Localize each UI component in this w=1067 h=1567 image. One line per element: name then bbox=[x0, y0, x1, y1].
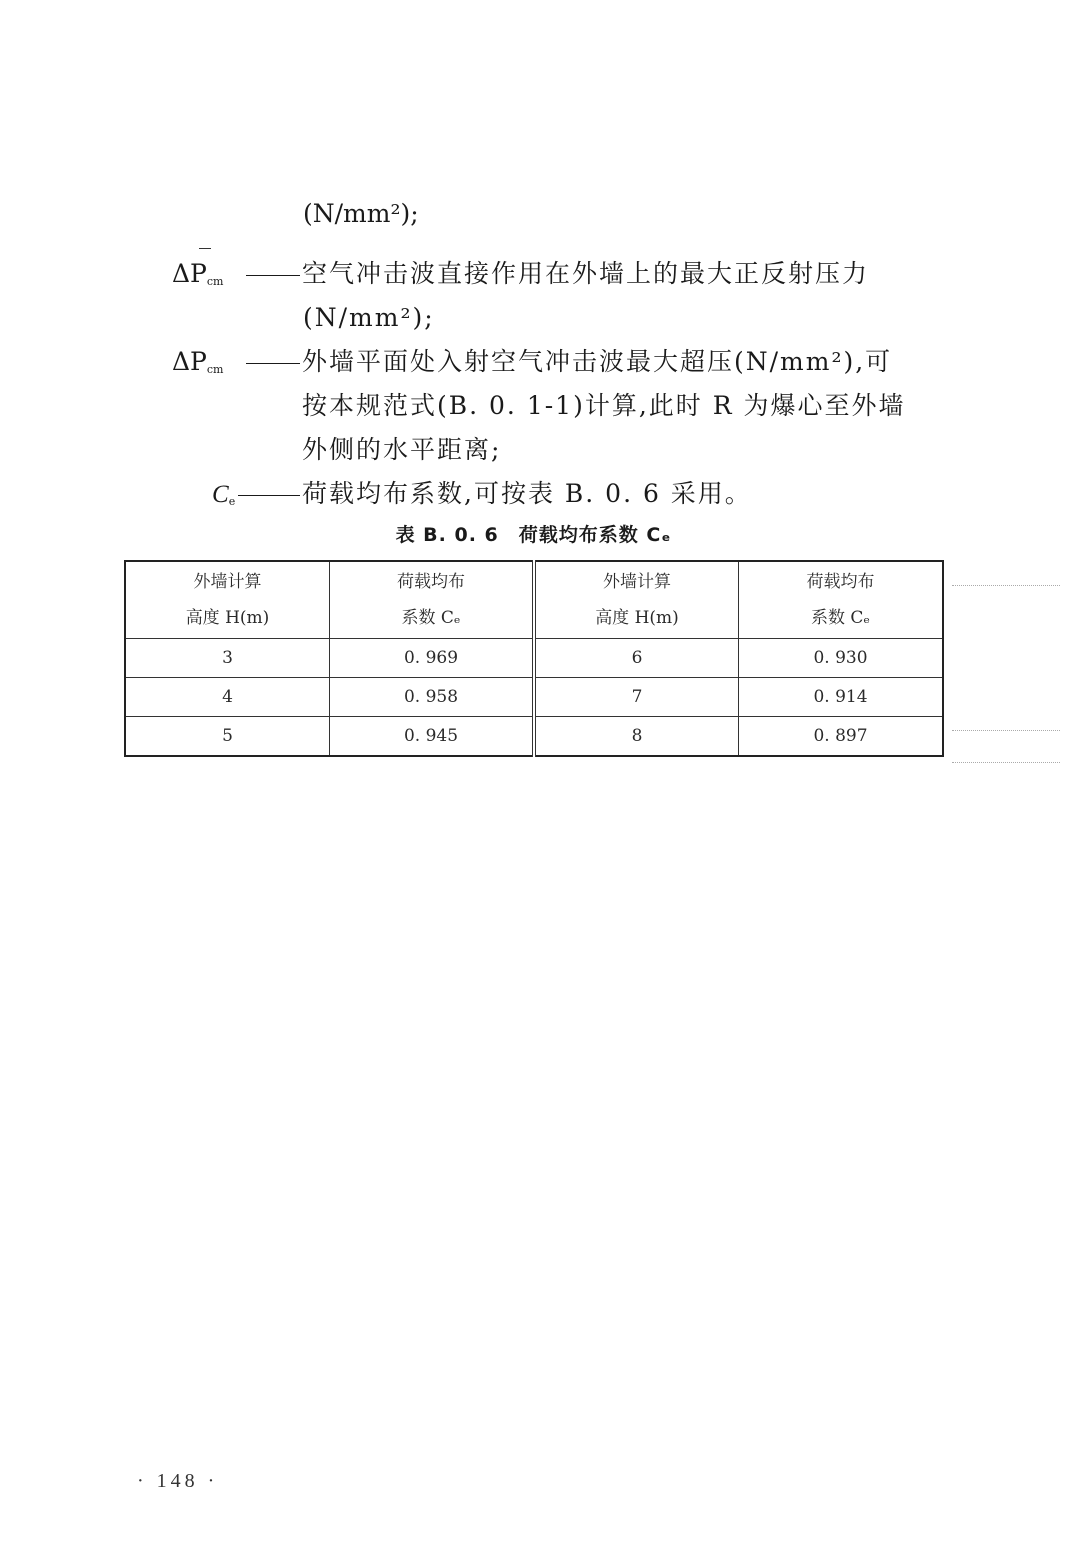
table-row bbox=[125, 639, 943, 678]
header-cell: 荷载均布 系数 Cₑ bbox=[739, 561, 944, 639]
table-header-row bbox=[125, 561, 943, 639]
definition-text: 外侧的水平距离; bbox=[302, 435, 502, 464]
scan-artifact bbox=[952, 730, 1060, 731]
table-cell: 8 bbox=[534, 717, 739, 757]
header-cell: 荷载均布 系数 Cₑ bbox=[330, 561, 535, 639]
table-cell: 0. 897 bbox=[739, 717, 944, 757]
overbar-mark bbox=[199, 248, 211, 249]
table-cell: 0. 969 bbox=[330, 639, 535, 678]
scan-artifact bbox=[952, 585, 1060, 586]
definition-text: 空气冲击波直接作用在外墙上的最大正反射压力 bbox=[302, 259, 870, 288]
table-cell: 4 bbox=[125, 678, 330, 717]
table-row bbox=[125, 717, 943, 757]
table-cell: 3 bbox=[125, 639, 330, 678]
header-cell: 外墙计算 高度 H(m) bbox=[534, 561, 739, 639]
definition-text: 按本规范式(B. 0. 1-1)计算,此时 R 为爆心至外墙 bbox=[302, 391, 906, 420]
em-dash bbox=[246, 275, 300, 276]
table-cell: 7 bbox=[534, 678, 739, 717]
table-cell: 0. 930 bbox=[739, 639, 944, 678]
definition-text: (N/mm²); bbox=[303, 303, 435, 332]
header-cell: 外墙计算 高度 H(m) bbox=[125, 561, 330, 639]
load-coefficient-table bbox=[124, 560, 944, 757]
definition-text: 荷载均布系数,可按表 B. 0. 6 采用。 bbox=[302, 479, 752, 508]
definition-text: 外墙平面处入射空气冲击波最大超压(N/mm²),可 bbox=[302, 347, 893, 376]
symbol-delta-p-incident: $\Delta P_{cm}$ bbox=[172, 347, 224, 376]
unit-line: (N/mm²); bbox=[303, 199, 419, 228]
table-caption: 表 B. 0. 6 荷载均布系数 Cₑ bbox=[395, 524, 672, 546]
scan-artifact bbox=[952, 762, 1060, 763]
table-cell: 5 bbox=[125, 717, 330, 757]
symbol-delta-p-reflected: $\Delta P_{cm}$ bbox=[172, 259, 224, 288]
table-row bbox=[125, 678, 943, 717]
table-cell: 0. 914 bbox=[739, 678, 944, 717]
em-dash bbox=[246, 363, 300, 364]
page-number: · 148 · bbox=[137, 1470, 219, 1492]
table-cell: 0. 958 bbox=[330, 678, 535, 717]
table-cell: 6 bbox=[534, 639, 739, 678]
em-dash bbox=[238, 495, 300, 496]
symbol-ce: $C_e$ bbox=[212, 481, 236, 508]
table-cell: 0. 945 bbox=[330, 717, 535, 757]
